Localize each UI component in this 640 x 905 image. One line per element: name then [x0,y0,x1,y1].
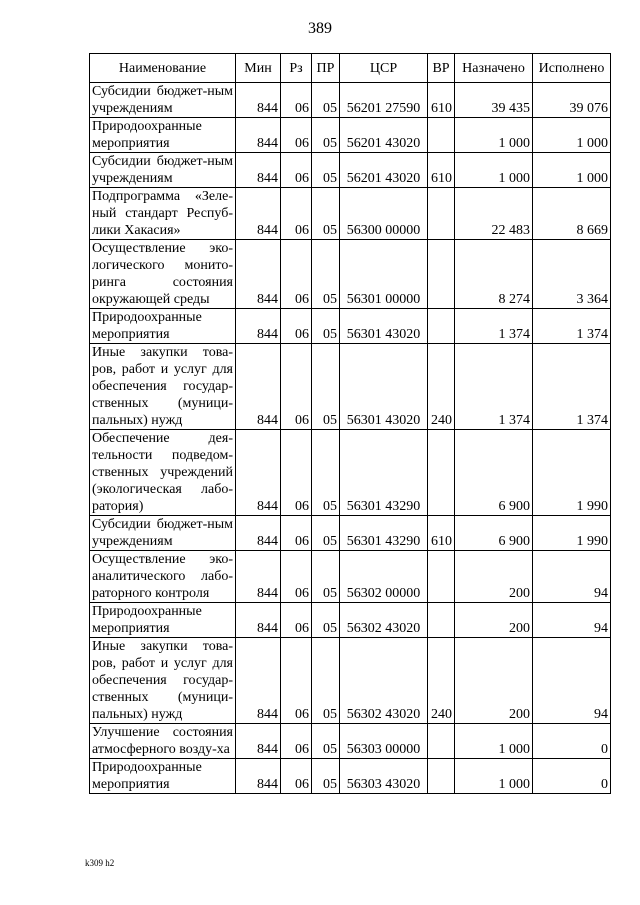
row-executed: 94 [533,603,611,638]
row-name: Природоохранные мероприятия [90,309,236,344]
row-pr: 05 [312,516,340,551]
row-vr [428,759,455,794]
row-rz: 06 [281,430,312,516]
row-vr: 610 [428,153,455,188]
row-min: 844 [236,638,281,724]
row-vr [428,430,455,516]
row-assigned: 39 435 [455,83,533,118]
row-pr: 05 [312,759,340,794]
table-row [90,83,611,118]
row-pr: 05 [312,344,340,430]
row-csr: 56301 43020 [340,309,428,344]
row-executed: 94 [533,551,611,603]
row-name: Природоохранные мероприятия [90,118,236,153]
row-name: Обеспечение дея-тельности подведом-ственных учреждений (экологическая лабо-ратория) [90,430,236,516]
row-csr: 56302 43020 [340,603,428,638]
row-executed: 0 [533,759,611,794]
budget-table [89,53,611,794]
row-csr: 56201 27590 [340,83,428,118]
row-rz: 06 [281,551,312,603]
row-rz: 06 [281,309,312,344]
header-csr: ЦСР [340,54,428,83]
row-min: 844 [236,153,281,188]
header-name: Наименование [90,54,236,83]
row-name: Субсидии бюджет-ным учреждениям [90,516,236,551]
row-vr [428,118,455,153]
row-pr: 05 [312,724,340,759]
row-rz: 06 [281,638,312,724]
table-row [90,551,611,603]
table-row [90,118,611,153]
table-row [90,516,611,551]
table-row [90,430,611,516]
row-rz: 06 [281,724,312,759]
row-vr: 240 [428,638,455,724]
table-row [90,638,611,724]
row-assigned: 1 374 [455,344,533,430]
row-min: 844 [236,188,281,240]
row-min: 844 [236,759,281,794]
row-name: Иные закупки това-ров, работ и услуг для обеспечения государ-ственных (муници-пальных) нужд [90,638,236,724]
row-rz: 06 [281,118,312,153]
header-assigned: Назначено [455,54,533,83]
row-min: 844 [236,309,281,344]
row-rz: 06 [281,759,312,794]
row-executed: 1 374 [533,309,611,344]
row-name: Осуществление эко-логического монито-ринга состояния окружающей среды [90,240,236,309]
footer-code: k309 h2 [85,858,115,868]
row-name: Осуществление эко-аналитического лабо-раторного контроля [90,551,236,603]
table-body [90,83,611,794]
table-row [90,344,611,430]
row-assigned: 6 900 [455,516,533,551]
row-executed: 1 000 [533,153,611,188]
row-min: 844 [236,240,281,309]
row-executed: 1 374 [533,344,611,430]
row-vr: 610 [428,83,455,118]
row-assigned: 200 [455,638,533,724]
row-pr: 05 [312,153,340,188]
row-csr: 56301 43290 [340,430,428,516]
row-min: 844 [236,83,281,118]
row-pr: 05 [312,309,340,344]
table-row [90,188,611,240]
row-csr: 56302 00000 [340,551,428,603]
row-csr: 56201 43020 [340,118,428,153]
row-vr: 240 [428,344,455,430]
row-executed: 3 364 [533,240,611,309]
row-rz: 06 [281,153,312,188]
header-pr: ПР [312,54,340,83]
row-name: Субсидии бюджет-ным учреждениям [90,153,236,188]
header-vr: ВР [428,54,455,83]
row-assigned: 1 000 [455,118,533,153]
row-vr [428,240,455,309]
row-pr: 05 [312,118,340,153]
row-executed: 39 076 [533,83,611,118]
row-csr: 56301 43020 [340,344,428,430]
table-row [90,759,611,794]
row-assigned: 1 000 [455,759,533,794]
header-min: Мин [236,54,281,83]
row-assigned: 1 000 [455,153,533,188]
row-min: 844 [236,603,281,638]
row-assigned: 200 [455,551,533,603]
row-pr: 05 [312,603,340,638]
row-vr [428,309,455,344]
row-executed: 94 [533,638,611,724]
row-min: 844 [236,430,281,516]
row-pr: 05 [312,83,340,118]
row-assigned: 6 900 [455,430,533,516]
table-header-row [90,54,611,83]
row-assigned: 8 274 [455,240,533,309]
row-rz: 06 [281,240,312,309]
row-name: Природоохранные мероприятия [90,759,236,794]
row-vr: 610 [428,516,455,551]
row-executed: 1 990 [533,430,611,516]
row-name: Улучшение состояния атмосферного возду-ха [90,724,236,759]
row-rz: 06 [281,603,312,638]
row-pr: 05 [312,240,340,309]
row-executed: 8 669 [533,188,611,240]
row-csr: 56301 00000 [340,240,428,309]
row-pr: 05 [312,188,340,240]
header-executed: Исполнено [533,54,611,83]
row-name: Природоохранные мероприятия [90,603,236,638]
row-vr [428,188,455,240]
row-rz: 06 [281,344,312,430]
table-row [90,309,611,344]
row-csr: 56302 43020 [340,638,428,724]
table-row [90,153,611,188]
row-min: 844 [236,516,281,551]
row-min: 844 [236,551,281,603]
table-row [90,724,611,759]
row-executed: 0 [533,724,611,759]
table-row [90,240,611,309]
table-row [90,603,611,638]
header-rz: Рз [281,54,312,83]
row-min: 844 [236,118,281,153]
page-number: 389 [308,20,332,37]
row-csr: 56201 43020 [340,153,428,188]
row-vr [428,551,455,603]
row-executed: 1 990 [533,516,611,551]
row-rz: 06 [281,188,312,240]
row-assigned: 1 374 [455,309,533,344]
row-assigned: 200 [455,603,533,638]
row-min: 844 [236,724,281,759]
row-executed: 1 000 [533,118,611,153]
row-name: Иные закупки това-ров, работ и услуг для обеспечения государ-ственных (муници-пальных) нужд [90,344,236,430]
row-csr: 56300 00000 [340,188,428,240]
row-assigned: 22 483 [455,188,533,240]
row-vr [428,724,455,759]
row-name: Подпрограмма «Зеле-ный стандарт Респуб-лики Хакасия» [90,188,236,240]
row-pr: 05 [312,551,340,603]
row-csr: 56303 00000 [340,724,428,759]
row-assigned: 1 000 [455,724,533,759]
row-pr: 05 [312,638,340,724]
row-rz: 06 [281,83,312,118]
row-pr: 05 [312,430,340,516]
row-min: 844 [236,344,281,430]
row-rz: 06 [281,516,312,551]
row-name: Субсидии бюджет-ным учреждениям [90,83,236,118]
row-csr: 56301 43290 [340,516,428,551]
row-vr [428,603,455,638]
row-csr: 56303 43020 [340,759,428,794]
